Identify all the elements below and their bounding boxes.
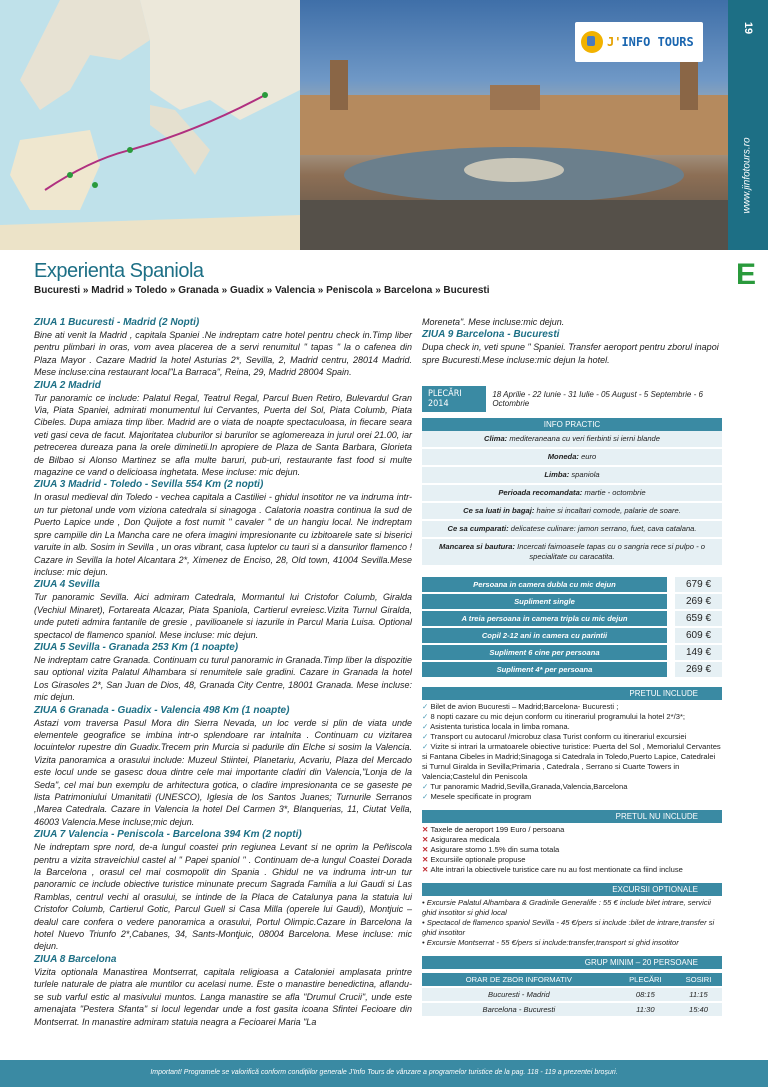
price-spacer xyxy=(667,610,675,627)
price-row xyxy=(422,661,722,678)
list-item-text: Asigurarea medicala xyxy=(430,835,500,845)
departures-label: PLECĂRI 2014 xyxy=(422,386,486,412)
price-label: Persoana in camera dubla cu mic dejun xyxy=(422,577,667,593)
cross-icon: ✕ xyxy=(422,845,431,855)
info-row xyxy=(422,521,722,539)
price-row xyxy=(422,627,722,644)
list-item-text: Alte intrari la obiectivele turistice care nu au fost mentionate ca fiind incluse xyxy=(430,865,683,875)
list-item xyxy=(422,938,722,948)
price-row xyxy=(422,593,722,610)
day-text: Ne indreptam catre Granada. Continuam cu turul panoramic in Granada.Timp liber la dispozitie sau optional vizita Palatul Alhambara si renumitele sale gradini. Cazare in Granada la hotel Los Girasoles 2*, San Juan de Dios, 48, Granada City Centre, 18001 Granada. Mese incluse: mic dejun. xyxy=(34,654,412,703)
route-line: Bucuresti » Madrid » Toledo » Granada » Guadix » Valencia » Peniscola » Barcelona » Bucuresti xyxy=(34,285,490,296)
day-9-text: Dupa check in, veti spune " Spaniei. Transfer aeroport pentru zborul inapoi spre Bucuresti.Mese incluse:mic dejun la hotel. xyxy=(422,342,719,365)
schedule-cell: Bucuresti - Madrid xyxy=(422,987,616,1002)
check-icon: ✓ xyxy=(422,742,431,752)
info-key: Limba: xyxy=(544,470,570,480)
price-spacer xyxy=(667,644,675,661)
list-item xyxy=(422,722,722,732)
info-value: euro xyxy=(578,452,597,462)
itinerary-column xyxy=(34,316,412,1028)
day-title: ZIUA 1 Bucuresti - Madrid (2 Nopti) xyxy=(34,317,200,328)
schedule-header: ORAR DE ZBOR INFORMATIV xyxy=(422,973,616,987)
page-title: Experienta Spaniola xyxy=(34,260,204,282)
price-label: Copil 2-12 ani in camera cu parintii xyxy=(422,627,667,644)
logo-name: INFO TOURS xyxy=(621,35,694,49)
price-label: Supliment 4* per persoana xyxy=(422,661,667,678)
list-item-text: Asigurare storno 1.5% din suma totala xyxy=(430,845,560,855)
schedule-cell: Barcelona - Bucuresti xyxy=(422,1002,616,1016)
optional-heading: EXCURSII OPTIONALE xyxy=(422,883,722,896)
list-item-text: Vizite si intrari la urmatoarele obiective turistice: Puerta del Sol , Memorialul Cervantes si Fantana Cibeles in Madrid;Sinagoga si Catedrala in Toledo,Puerto Lapice, Catedralei si Turnul Giralda in Sevilla;Primaria , Catedrala , Serrano si Cuarte Towers in Valencia;Castelul din Peniscola xyxy=(422,742,721,782)
schedule-header: PLECĂRI xyxy=(616,973,675,987)
list-item xyxy=(422,712,722,722)
list-item xyxy=(422,732,722,742)
day-title: ZIUA 4 Sevilla xyxy=(34,579,100,591)
price-value: 269 € xyxy=(675,661,722,678)
list-item-text: • Excursie Palatul Alhambara & Gradinile Generalife : 55 € include bilet intrare, servicii ghid insotitor si ghid local xyxy=(422,898,711,918)
check-icon: ✓ xyxy=(422,712,431,722)
price-value: 609 € xyxy=(675,627,722,644)
day-text: Tur panoramic ce include: Palatul Regal, Teatrul Regal, Parcul Buen Retiro, Bulevardul Gran Via, Piata Spaniei, admirati monumentul lui Cervantes, Puerta del Sol, Piata Columb, Piata Cibeles. Dupa amiaza timp liber. Madrid are o viata de noapte spectaculoasa, in fiecare seara veti gasi ceva de facut. Majoritatea cluburilor si barurilor se aglomereaza in jurul orei 21.00, iar petrecerea dureaza pana la orele diminetii.In apropiere de Plaza de Santa Barbara, Glorieta de Bilbao si Alonso Martinez se afla multe baruri, pub-uri, restaurante fast food si multe magazine ce vand o delicioasa inghetata. Mese incluse: mic dejun. xyxy=(34,392,412,478)
list-item-text: Excursiile optionale propuse xyxy=(430,855,526,865)
list-item-text: Asistenta turistica locala in limba romana. xyxy=(430,722,570,732)
cross-icon: ✕ xyxy=(422,865,431,875)
not-included-list xyxy=(422,825,722,875)
price-spacer xyxy=(667,577,675,593)
day-text: Ne indreptam spre nord, de-a lungul coastei prin regiunea Levant si ne oprim la Peñiscola pentru a vizita straveichiul castel al " Papei spaniol " . Continuam de-a lungul Coastei Dorada la Barcelona , orasul cel mai cosmopolit din Spania . Ghidul ne va indruma intr-un tur panoramic ce include obiective turistice minunate precum Sagrada Familia a lui Gaudi si Las Ramblas, centrul vechi al orasului, se intinde de la Placa de Catalunya pana la statuia lui Cristofor Columb, Cartierul Gotic, Parcul Guell si Casa Milla (operele lui Gaudi), Montjuic – dealul care confera o vedere panoramica a orasului, Portul Olimpic.Cazare in Barcelona la hotel Nuevo Triunfo 2*,Cabanes, 34, Sants-Montjuic, 08004 Barcelona. Mese incluse: mic dejun. xyxy=(34,842,412,952)
info-key: Perioada recomandata: xyxy=(498,488,583,498)
not-included-heading: PRETUL NU INCLUDE xyxy=(422,810,722,823)
list-item xyxy=(422,835,722,845)
flight-schedule xyxy=(422,973,722,1016)
list-item xyxy=(422,898,722,918)
info-row xyxy=(422,431,722,449)
page-number: 19 xyxy=(742,21,754,35)
optional-list xyxy=(422,898,722,948)
info-heading: INFO PRACTIC xyxy=(422,418,722,431)
price-row xyxy=(422,577,722,593)
schedule-cell: 08:15 xyxy=(616,987,675,1002)
schedule-cell: 15:40 xyxy=(675,1002,722,1016)
check-icon: ✓ xyxy=(422,782,431,792)
list-item xyxy=(422,845,722,855)
side-band xyxy=(728,0,768,250)
info-key: Ce sa cumparati: xyxy=(447,524,509,534)
info-value: spaniola xyxy=(569,470,600,480)
departures-dates: 18 Aprilie - 22 Iunie - 31 Iulie - 05 August - 5 Septembrie - 6 Octombrie xyxy=(492,390,703,409)
list-item xyxy=(422,702,722,712)
price-value: 269 € xyxy=(675,593,722,610)
info-value: delicatese culinare: jamon serrano, fuet, cava catalana. xyxy=(508,524,697,534)
day-title: ZIUA 6 Granada - Guadix - Valencia 498 Km (1 noapte) xyxy=(34,704,290,716)
included-list xyxy=(422,702,722,802)
day-9-title: ZIUA 9 Barcelona - Bucuresti xyxy=(422,329,560,341)
group-heading: GRUP MINIM – 20 PERSOANE xyxy=(422,956,722,969)
header-images xyxy=(0,0,768,250)
list-item xyxy=(422,825,722,835)
info-key: Ce sa luati in bagaj: xyxy=(463,506,535,516)
price-value: 659 € xyxy=(675,610,722,627)
list-item-text: Mesele specificate in program xyxy=(430,792,532,802)
price-label: Supliment single xyxy=(422,593,667,610)
day-text: Tur panoramic Sevilla. Aici admiram Catedrala, Mormantul lui Cristofor Columb, Giralda (Vechiul Minaret), Fortareata Alcazar, Piata Spaniola, Cartierul evreiesc.Vizita Turnul Giralda, unde puteti admira fantanile de gresie , pavilioanele si iazurile in Parcul Maria Luisa. Optional spectacol de flamenco spaniol. Mese incluse: mic dejun. xyxy=(34,592,412,640)
day-text: Vizita optionala Manastirea Montserrat, capitala religioasa a Cataloniei amplasata printre turlele naturale de piatra ale muntilor cu acelasi nume. Este o manastire benedictina, aflandu-se sub varful estic al masivului muntos. Langa manastire se afla "Drumul Crucii", unde este amenajata "Pestera Sfanta" si locul legendar unde a fost gasita icoana Sfintei Fecioare din Montserrat. In manastire admiram statuia neagra a Fecioarei Maria "La xyxy=(34,966,412,1027)
list-item-text: Taxele de aeroport 199 Euro / persoana xyxy=(430,825,565,835)
list-item-text: Transport cu autocarul /microbuz clasa Turist conform cu itinerariul excursiei xyxy=(430,732,687,742)
itinerary-continued: Moreneta". Mese incluse:mic dejun. xyxy=(422,317,565,327)
info-key: Moneda: xyxy=(547,452,579,462)
price-spacer xyxy=(667,627,675,644)
price-row xyxy=(422,644,722,661)
info-value: mediteraneana cu veri fierbinti si ierni blande xyxy=(507,434,661,444)
list-item-text: Bilet de avion Bucuresti – Madrid;Barcelona- Bucuresti ; xyxy=(430,702,619,712)
info-key: Mancarea si bautura: xyxy=(439,542,515,552)
schedule-row xyxy=(422,987,722,1002)
list-item xyxy=(422,742,722,782)
check-icon: ✓ xyxy=(422,792,431,802)
check-icon: ✓ xyxy=(422,722,431,732)
info-row xyxy=(422,539,722,567)
schedule-cell: 11:30 xyxy=(616,1002,675,1016)
price-spacer xyxy=(667,593,675,610)
list-item xyxy=(422,782,722,792)
info-row xyxy=(422,467,722,485)
cross-icon: ✕ xyxy=(422,825,431,835)
info-value: martie - octombrie xyxy=(582,488,646,498)
details-column xyxy=(422,316,722,1016)
logo-icon xyxy=(581,31,603,53)
list-item xyxy=(422,865,722,875)
schedule-header: SOSIRI xyxy=(675,973,722,987)
price-value: 679 € xyxy=(675,577,722,593)
day-title: ZIUA 8 Barcelona xyxy=(34,953,117,965)
map-svg xyxy=(0,0,300,250)
included-heading: PRETUL INCLUDE xyxy=(422,687,722,700)
day-title: ZIUA 5 Sevilla - Granada 253 Km (1 noapte) xyxy=(34,641,239,653)
info-key: Clima: xyxy=(483,434,508,444)
schedule-cell: 11:15 xyxy=(675,987,722,1002)
day-title: ZIUA 2 Madrid xyxy=(34,379,101,391)
info-row xyxy=(422,503,722,521)
day-title: ZIUA 7 Valencia - Peniscola - Barcelona 394 Km (2 nopti) xyxy=(34,829,302,841)
info-value: haine si incaltari comode, palarie de soare. xyxy=(534,506,681,516)
info-value: Incercati faimoasele tapas cu o sangria rece si pulpo - o specialitate cu caracatita. xyxy=(515,542,705,562)
logo-wordmark xyxy=(607,35,694,49)
list-item-text: Tur panoramic Madrid,Sevilla,Granada,Valencia,Barcelona xyxy=(430,782,628,792)
check-icon: ✓ xyxy=(422,702,431,712)
cross-icon: ✕ xyxy=(422,855,431,865)
list-item xyxy=(422,792,722,802)
list-item xyxy=(422,918,722,938)
check-icon: ✓ xyxy=(422,732,431,742)
list-item-text: • Spectacol de flamenco spaniol Sevilla - 45 €/pers si include :bilet de intrare,transfer si ghid insotitor xyxy=(422,918,715,938)
day-text: In orasul medieval din Toledo - vechea capitala a Castiliei - ghidul insotitor ne va indruma intr-un tur pietonal unde vom viziona catedrala si sinagoga . Calatoria noastra continua la sud de Puerto Lapice unde , Don Quijote a fost numit " cavaler " de un hangiu local. Ne indreptam spre campiile din La Mancha care ne ofera imagini impresionante cu izbitoarele sate si biserici varuite in alb. Sosim in Sevilla , un oras vibrant, casa luptelor cu tauri si a dansurilor flamenco ! Cazare in Sevilla la hotel Alcantara 2*, Ximenez de Enciso, 28, Old town, 41004 Sevilla.Mese incluse: mic dejun. xyxy=(34,492,412,577)
info-row xyxy=(422,449,722,467)
section-letter: E xyxy=(735,258,756,291)
jinfo-tours-logo xyxy=(575,22,703,62)
price-spacer xyxy=(667,661,675,678)
price-table xyxy=(422,577,722,679)
day-text: Astazi vom traversa Pasul Mora din Sierra Nevada, un loc verde si plin de viata unde elementele geografice se imbina intr-o splendoare rar intalnita . Continuam cu vizitarea locuintelor rupestre din Guadix.Trecem prin Murcia si padurile din Elche si sosim la Valencia. Vizita panoramica a orasului include: Muzeul Stiintei, Planetariu, Acvariu, Plaza del Mercado este locul unde se gasesc doua dintre cele mai importante cladiri din Valencia,"Lonja de la Seda", cel mai bun exemplu de arhitectura gotica, o cladire impresionanta ce se gaseste pe lista Patrimoniului Umanitatii (UNESCO), Iglesia de los Santos Juanes; Turnurile Serranos ,Marea Catedrala. Cazare in Valencia la hotel Del Carmen 3*, Blanquerias, 11, Ciutat Vella, 46003 Valencia.Mese incluse;mic dejun. xyxy=(34,717,412,827)
website-url[interactable]: www.jinfotours.ro xyxy=(741,137,753,214)
day-text: Bine ati venit la Madrid , capitala Spaniei .Ne indreptam catre hotel pentru check in.Timp liber pentru plimbari in oras, vom avea placerea de a servi renumitul " tapas " la o cafenea din Plaza Mayor . Cazare Madrid la hotel Asturias 2*, Sevilla, 2, Madrid centru, 28014 Madrid. Mese incluse:cina restaurant local"La Barraca", Reina, 29, Madrid 28004 Spain. xyxy=(34,330,412,378)
list-item-text: 8 nopti cazare cu mic dejun conform cu itinerariul programului la hotel 2*/3*; xyxy=(430,712,686,722)
info-row xyxy=(422,485,722,503)
info-table xyxy=(422,431,722,567)
list-item-text: • Excursie Montserrat - 55 €/pers si include:transfer,transport si ghid insotitor xyxy=(422,938,679,948)
price-label: Supliment 6 cine per persoana xyxy=(422,644,667,661)
day-title: ZIUA 3 Madrid - Toledo - Sevilla 554 Km (2 nopti) xyxy=(34,479,264,491)
price-label: A treia persoana in camera tripla cu mic dejun xyxy=(422,610,667,627)
price-value: 149 € xyxy=(675,644,722,661)
list-item xyxy=(422,855,722,865)
price-row xyxy=(422,610,722,627)
route-map-image xyxy=(0,0,300,250)
footer-note: Important! Programele se valorifică conform condițiilor generale J'Info Tours de vânzare a programelor turistice de la pag. 118 - 119 a prezentei broșuri. xyxy=(0,1060,768,1087)
logo-j: J' xyxy=(607,35,622,49)
departures xyxy=(422,386,722,412)
schedule-row xyxy=(422,1002,722,1016)
cross-icon: ✕ xyxy=(422,835,431,845)
